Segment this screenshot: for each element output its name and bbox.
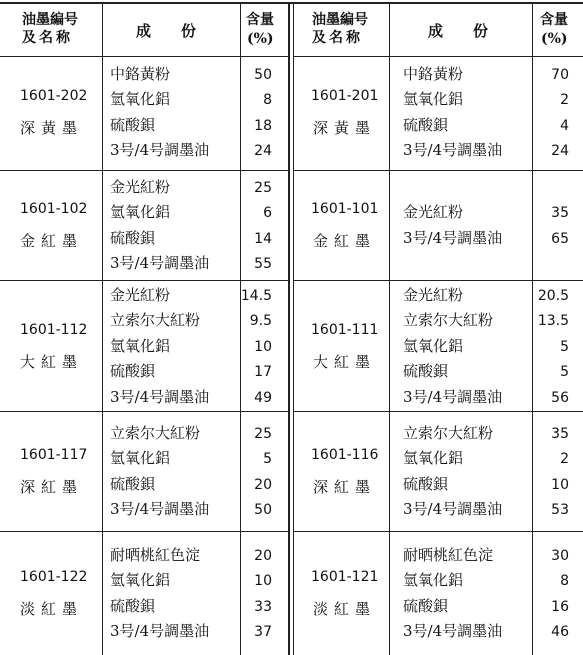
right-amount: 5 xyxy=(560,338,569,355)
right-component: 氫氧化鋁 xyxy=(403,90,464,109)
left-component: 3号/4号調墨油 xyxy=(110,500,210,519)
left-amount: 8 xyxy=(263,92,272,109)
left-group-name: 淡紅墨 xyxy=(20,600,84,618)
left-group-name: 深紅墨 xyxy=(20,478,84,496)
header-amount-left-line1: 含量 xyxy=(246,12,274,28)
left-component: 氫氧化鋁 xyxy=(110,90,171,109)
left-amount: 25 xyxy=(254,425,272,442)
group-divider-right xyxy=(293,170,583,171)
left-component: 中鉻黃粉 xyxy=(110,64,171,83)
right-group-code: 1601-101 xyxy=(311,201,379,217)
right-component: 3号/4号調墨油 xyxy=(403,141,503,160)
right-amount: 35 xyxy=(551,205,569,222)
group-divider-left xyxy=(0,411,288,412)
left-amount: 10 xyxy=(254,573,272,590)
right-component: 硫酸鋇 xyxy=(403,362,449,380)
header-composition-right: 成 份 xyxy=(428,22,489,40)
right-component: 硫酸鋇 xyxy=(403,115,449,134)
left-amount: 14 xyxy=(254,230,272,247)
left-group-code: 1601-117 xyxy=(20,447,88,463)
group-divider-right xyxy=(293,411,583,412)
left-component: 立索尔大紅粉 xyxy=(110,423,201,442)
left-amount: 49 xyxy=(254,389,272,406)
left-group-name: 金紅墨 xyxy=(20,232,84,250)
table-top-rule xyxy=(0,2,583,4)
right-amount: 4 xyxy=(560,117,569,134)
left-component: 硫酸鋇 xyxy=(110,596,156,615)
left-amount: 6 xyxy=(263,205,272,222)
right-amount: 13.5 xyxy=(537,313,569,329)
right-amount: 46 xyxy=(551,624,569,641)
left-amount: 14.5 xyxy=(240,287,272,304)
left-group-code: 1601-122 xyxy=(20,569,88,585)
left-group-name: 深黃墨 xyxy=(20,119,84,137)
right-component: 3号/4号調墨油 xyxy=(403,228,503,247)
left-amount: 37 xyxy=(254,624,272,641)
right-amount: 53 xyxy=(551,502,569,519)
right-amount: 2 xyxy=(560,451,569,468)
right-amount: 20.5 xyxy=(537,287,569,304)
right-amount: 5 xyxy=(560,364,569,380)
right-amount: 56 xyxy=(551,389,569,406)
header-code-right-line1: 油墨編号 xyxy=(312,12,368,28)
right-group-name: 深黃墨 xyxy=(313,119,377,137)
right-component: 金光紅粉 xyxy=(403,285,464,304)
right-group-code: 1601-121 xyxy=(311,569,379,585)
left-group-name: 大紅墨 xyxy=(20,352,84,371)
group-divider-left xyxy=(0,280,288,281)
right-component: 金光紅粉 xyxy=(403,203,464,222)
header-amount-right-line1: 含量 xyxy=(540,12,568,28)
left-component: 氫氧化鋁 xyxy=(110,449,171,468)
left-component: 氫氧化鋁 xyxy=(110,203,171,222)
right-amount: 2 xyxy=(560,92,569,109)
left-component: 氫氧化鋁 xyxy=(110,336,171,355)
header-bottom-rule-left xyxy=(0,56,288,57)
right-group-name: 金紅墨 xyxy=(313,232,377,250)
group-divider-right xyxy=(293,280,583,281)
right-code-col-rule xyxy=(389,2,390,655)
left-component: 金光紅粉 xyxy=(110,177,171,196)
left-amount: 55 xyxy=(254,256,272,273)
right-component: 氫氧化鋁 xyxy=(403,336,464,355)
right-group-name: 大紅墨 xyxy=(313,352,377,371)
right-amount: 16 xyxy=(551,598,569,615)
left-component: 3号/4号調墨油 xyxy=(110,141,210,160)
left-amount: 10 xyxy=(254,338,272,355)
right-group-name: 深紅墨 xyxy=(313,478,377,496)
left-component: 金光紅粉 xyxy=(110,285,171,304)
left-component: 3号/4号調墨油 xyxy=(110,622,210,641)
header-amount-right-line2: (%) xyxy=(541,31,568,47)
right-amount: 65 xyxy=(551,230,569,247)
center-divider-a xyxy=(288,2,290,655)
right-amount: 10 xyxy=(551,476,569,493)
right-group-code: 1601-111 xyxy=(311,321,379,338)
right-amount: 30 xyxy=(551,547,569,564)
left-component: 硫酸鋇 xyxy=(110,115,156,134)
right-component: 氫氧化鋁 xyxy=(403,449,464,468)
left-component: 3号/4号調墨油 xyxy=(110,254,210,273)
right-component: 3号/4号調墨油 xyxy=(403,500,503,519)
header-code-left-line2: 及名称 xyxy=(22,30,73,46)
header-code-left-line1: 油墨編号 xyxy=(22,12,78,28)
left-amount: 17 xyxy=(254,364,272,380)
right-component: 硫酸鋇 xyxy=(403,474,449,493)
right-amount: 24 xyxy=(551,143,569,160)
left-amount: 5 xyxy=(263,451,272,468)
header-bottom-rule-right xyxy=(293,56,583,57)
left-component: 3号/4号調墨油 xyxy=(110,387,210,406)
left-amount: 25 xyxy=(254,179,272,196)
right-component: 氫氧化鋁 xyxy=(403,571,464,590)
right-component: 3号/4号調墨油 xyxy=(403,622,503,641)
left-group-code: 1601-102 xyxy=(20,201,88,217)
group-divider-left xyxy=(0,170,288,171)
center-divider-b xyxy=(293,2,294,655)
left-amount: 9.5 xyxy=(249,313,272,329)
right-component: 3号/4号調墨油 xyxy=(403,387,503,406)
left-component: 硫酸鋇 xyxy=(110,362,156,380)
left-amount: 20 xyxy=(254,547,272,564)
right-amount: 70 xyxy=(551,66,569,83)
left-component: 硫酸鋇 xyxy=(110,228,156,247)
right-group-name: 淡紅墨 xyxy=(313,600,377,618)
right-group-code: 1601-116 xyxy=(311,447,379,463)
right-group-code: 1601-201 xyxy=(311,88,379,104)
right-component: 耐晒桃紅色淀 xyxy=(403,545,494,564)
left-group-code: 1601-202 xyxy=(20,88,88,104)
header-amount-left-line2: (%) xyxy=(247,31,274,47)
left-group-code: 1601-112 xyxy=(20,321,88,338)
left-amount: 18 xyxy=(254,117,272,134)
header-composition-left: 成 份 xyxy=(136,22,197,40)
right-amount: 35 xyxy=(551,425,569,442)
left-component: 氫氧化鋁 xyxy=(110,571,171,590)
left-component: 立索尔大紅粉 xyxy=(110,311,201,329)
group-divider-right xyxy=(293,531,583,532)
right-amount: 8 xyxy=(560,573,569,590)
left-amount: 20 xyxy=(254,476,272,493)
header-code-right-line2: 及名称 xyxy=(312,30,363,46)
right-component: 立索尔大紅粉 xyxy=(403,423,494,442)
left-code-col-rule xyxy=(102,2,103,655)
left-amount: 24 xyxy=(254,143,272,160)
group-divider-left xyxy=(0,531,288,532)
right-component: 中鉻黃粉 xyxy=(403,64,464,83)
right-component: 立索尔大紅粉 xyxy=(403,311,494,329)
left-amount: 50 xyxy=(254,502,272,519)
left-amount: 50 xyxy=(254,66,272,83)
left-component: 硫酸鋇 xyxy=(110,474,156,493)
right-component: 硫酸鋇 xyxy=(403,596,449,615)
left-component: 耐晒桃紅色淀 xyxy=(110,545,201,564)
left-amount: 33 xyxy=(254,598,272,615)
